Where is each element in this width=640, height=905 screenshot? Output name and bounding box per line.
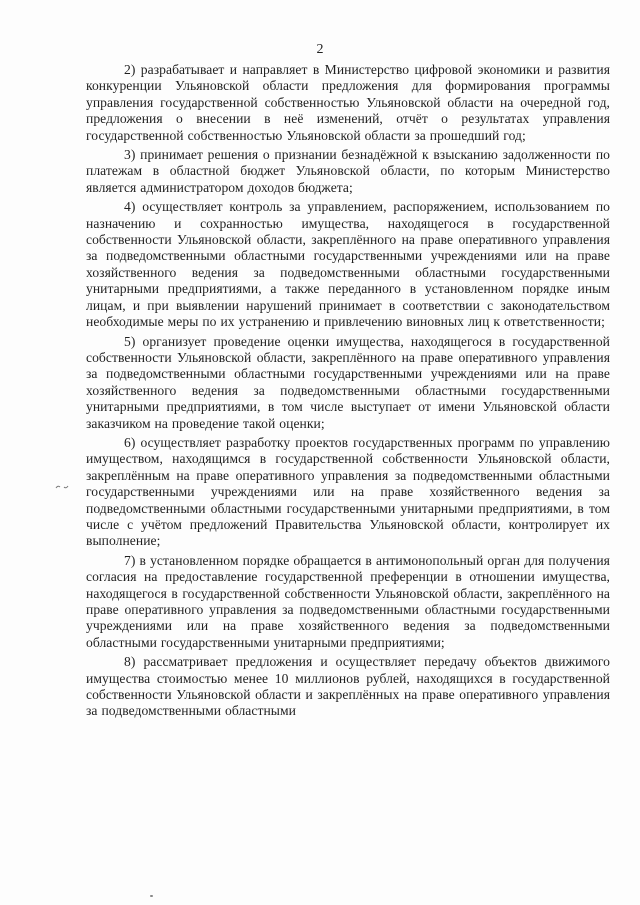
paragraph-item-3: 3) принимает решения о признании безнадёжной к взысканию задолженности по платежам в областной бюджет Ульяновской области, по которым Министерство является администратором доходов бюджета; [86,147,610,195]
paragraph-item-5: 5) организует проведение оценки имущества, находящегося в государственной собственности Ульяновской области, закреплённого на праве оперативного управления за подведомственными областными государственными учреждениями или на праве хозяйственного ведения за подведомственными областными государственными унитарными предприятиями, в том числе выступает от имени Ульяновской области заказчиком на проведение такой оценки; [86,333,610,431]
document-body [86,62,610,723]
paragraph-item-2: 2) разрабатывает и направляет в Министерство цифровой экономики и развития конкуренции Ульяновской области предложения для формирования программы управления государственной собственностью Ульяновской области на очередной год, предложения о внесении в неё изменений, отчёт о результатах управления государственной собственностью Ульяновской области за прошедший год; [86,62,610,143]
paragraph-item-4: 4) осуществляет контроль за управлением, распоряжением, использованием по назначению и сохранностью имущества, находящегося в государственной собственности Ульяновской области, закреплённого на праве оперативного управления за подведомственными областными государственными учреждениями или на праве хозяйственного ведения за подведомственными областными государственными унитарными предприятиями, а также переданного в установленном порядке иным лицам, и при выявлении нарушений принимает в соответствии с законодательством необходимые меры по их устранению и привлечению виновных лиц к ответственности; [86,199,610,330]
scan-artifact-dot [150,895,153,897]
margin-scan-mark [55,484,69,490]
paragraph-item-6: 6) осуществляет разработку проектов государственных программ по управлению имуществом, находящимся в государственной собственности Ульяновской области, закреплённым на праве оперативного управления за подведомственными областными государственными учреждениями или на праве хозяйственного ведения за подведомственными областными государственными унитарными предприятиями, в том числе с учётом предложений Правительства Ульяновской области, контролирует их выполнение; [86,434,610,549]
paragraph-item-8: 8) рассматривает предложения и осуществляет передачу объектов движимого имущества стоимостью менее 10 миллионов рублей, находящихся в государственной собственности Ульяновской области и закреплённых на праве оперативного управления за подведомственными областными [86,654,610,719]
page-number: 2 [316,42,324,57]
paragraph-item-7: 7) в установленном порядке обращается в антимонопольный орган для получения согласия на предоставление государственной преференции в отношении имущества, находящегося в государственной собственности Ульяновской области, закреплённого на праве оперативного управления за подведомственными областными государственными учреждениями или на праве хозяйственного ведения за подведомственными областными государственными унитарными предприятиями; [86,552,610,650]
